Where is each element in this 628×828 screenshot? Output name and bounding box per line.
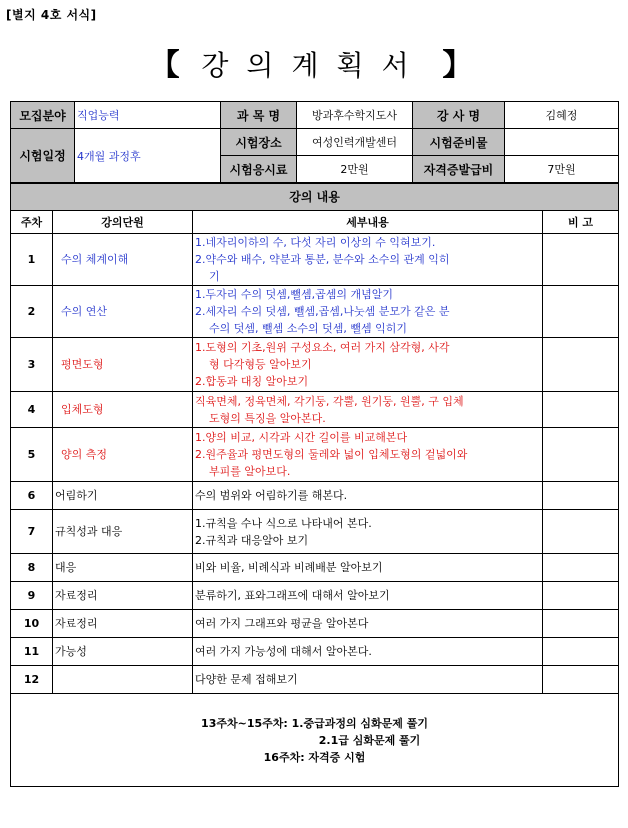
note-cell <box>543 666 619 694</box>
schedule-notes <box>11 694 619 787</box>
detail-content <box>193 666 543 694</box>
unit-name: 자료정리 <box>53 610 193 638</box>
week-number: 12 <box>11 666 53 694</box>
detail-line: 2.약수와 배수, 약분과 통분, 분수와 소수의 관계 익히 <box>195 253 450 266</box>
note-cell <box>543 428 619 482</box>
note-cell <box>543 582 619 610</box>
detail-content <box>193 610 543 638</box>
cert-fee-value: 7만원 <box>505 156 619 183</box>
detail-line: 도형의 특징을 알아본다. <box>209 411 326 425</box>
exam-fee-value: 2만원 <box>297 156 413 183</box>
title-text: 강의계획서 <box>201 49 427 82</box>
note-cell <box>543 554 619 582</box>
detail-line: 비와 비율, 비례식과 비례배분 알아보기 <box>195 561 383 574</box>
week-number: 4 <box>11 392 53 428</box>
week-number: 5 <box>11 428 53 482</box>
plan-row <box>11 482 619 510</box>
detail-content <box>193 554 543 582</box>
detail-line: 직육면체, 정육면체, 각기둥, 각뿔, 원기둥, 원뿔, 구 입체 <box>195 394 464 408</box>
schedule-note-line: 16주차: 자격증 시험 <box>263 750 366 764</box>
plan-row <box>11 510 619 554</box>
week-number: 10 <box>11 610 53 638</box>
prep-label: 시험준비물 <box>413 129 505 156</box>
note-cell <box>543 510 619 554</box>
plan-row <box>11 428 619 482</box>
detail-line: 2.원주율과 평면도형의 둘레와 넓이 입체도형의 겉넓이와 <box>195 448 468 461</box>
notes-row <box>11 694 619 787</box>
course-label: 과 목 명 <box>221 102 297 129</box>
plan-row <box>11 234 619 286</box>
unit-name: 평면도형 <box>53 338 193 392</box>
week-number: 3 <box>11 338 53 392</box>
detail-line: 분류하기, 표와그래프에 대해서 알아보기 <box>195 589 390 602</box>
detail-line: 2.규칙과 대응알아 보기 <box>195 533 309 547</box>
document-title <box>0 40 628 84</box>
note-cell <box>543 482 619 510</box>
schedule-value: 4개월 과정후 <box>75 129 221 183</box>
detail-content <box>193 338 543 392</box>
note-cell <box>543 286 619 338</box>
cert-fee-label: 자격증발급비 <box>413 156 505 183</box>
note-cell <box>543 234 619 286</box>
detail-content <box>193 286 543 338</box>
plan-row <box>11 392 619 428</box>
unit-name: 가능성 <box>53 638 193 666</box>
header-note: 비 고 <box>543 211 619 234</box>
schedule-note-line: 13주차~15주차: 1.중급과정의 심화문제 풀기 <box>201 716 428 730</box>
note-cell <box>543 638 619 666</box>
week-number: 11 <box>11 638 53 666</box>
note-cell <box>543 392 619 428</box>
detail-line: 1.두자리 수의 덧셈,뺄셈,곱셈의 개념알기 <box>195 288 393 301</box>
title-bracket-open: 【 <box>149 48 186 83</box>
unit-name: 수의 연산 <box>53 286 193 338</box>
plan-row <box>11 286 619 338</box>
schedule-note-line: 2.1급 심화문제 풀기 <box>318 733 421 747</box>
plan-row <box>11 610 619 638</box>
detail-line: 2.세자리 수의 덧셈, 뺄셈,곱셈,나눗셈 분모가 같은 분 <box>195 305 450 318</box>
prep-value <box>505 129 619 156</box>
schedule-label: 시험일정 <box>11 129 75 183</box>
week-number: 2 <box>11 286 53 338</box>
section-title: 강의 내용 <box>11 184 619 211</box>
header-detail: 세부내용 <box>193 211 543 234</box>
detail-line: 2.합동과 대칭 알아보기 <box>195 375 309 388</box>
detail-line: 기 <box>209 270 220 283</box>
detail-line: 부피를 알아보다. <box>209 465 291 478</box>
note-cell <box>543 338 619 392</box>
detail-content <box>193 392 543 428</box>
exam-fee-label: 시험응시료 <box>221 156 297 183</box>
venue-label: 시험장소 <box>221 129 297 156</box>
detail-content <box>193 482 543 510</box>
form-label: [별지 4호 서식] <box>6 8 97 22</box>
unit-name: 자료정리 <box>53 582 193 610</box>
plan-row <box>11 666 619 694</box>
plan-row <box>11 554 619 582</box>
plan-table <box>10 183 619 787</box>
unit-name: 입체도형 <box>53 392 193 428</box>
detail-line: 1.도형의 기초,원위 구성요소, 여러 가지 삼각형, 사각 <box>195 341 450 354</box>
unit-name: 양의 측정 <box>53 428 193 482</box>
week-number: 7 <box>11 510 53 554</box>
info-table <box>10 101 619 183</box>
header-week: 주차 <box>11 211 53 234</box>
week-number: 9 <box>11 582 53 610</box>
instructor-value: 김혜정 <box>505 102 619 129</box>
detail-line: 다양한 문제 접해보기 <box>195 673 298 686</box>
unit-name: 어림하기 <box>53 482 193 510</box>
detail-content <box>193 428 543 482</box>
detail-line: 여러 가지 가능성에 대해서 알아본다. <box>195 645 372 658</box>
instructor-label: 강 사 명 <box>413 102 505 129</box>
detail-line: 1.양의 비교, 시각과 시간 길이를 비교해본다 <box>195 431 408 444</box>
unit-name: 대응 <box>53 554 193 582</box>
plan-row <box>11 338 619 392</box>
detail-content <box>193 638 543 666</box>
week-number: 6 <box>11 482 53 510</box>
unit-name: 수의 체계이해 <box>53 234 193 286</box>
detail-line: 1.규칙을 수나 식으로 나타내어 본다. <box>195 516 372 530</box>
detail-content <box>193 582 543 610</box>
venue-value: 여성인력개발센터 <box>297 129 413 156</box>
course-value: 방과후수학지도사 <box>297 102 413 129</box>
title-bracket-close: 】 <box>442 48 479 83</box>
note-cell <box>543 610 619 638</box>
detail-line: 수의 범위와 어림하기를 해본다. <box>195 489 348 502</box>
week-number: 1 <box>11 234 53 286</box>
detail-content <box>193 234 543 286</box>
field-label: 모집분야 <box>11 102 75 129</box>
unit-name <box>53 666 193 694</box>
header-unit: 강의단원 <box>53 211 193 234</box>
detail-line: 수의 덧셈, 뺄셈 소수의 덧셈, 뺄셈 익히기 <box>209 322 407 335</box>
detail-line: 여러 가지 그래프와 평균을 알아본다 <box>195 617 369 630</box>
unit-name: 규칙성과 대응 <box>53 510 193 554</box>
field-value: 직업능력 <box>75 102 221 129</box>
week-number: 8 <box>11 554 53 582</box>
plan-row <box>11 582 619 610</box>
plan-row <box>11 638 619 666</box>
detail-line: 1.네자리이하의 수, 다섯 자리 이상의 수 익혀보기. <box>195 236 436 249</box>
detail-line: 형 다각형등 알아보기 <box>209 358 312 371</box>
detail-content <box>193 510 543 554</box>
